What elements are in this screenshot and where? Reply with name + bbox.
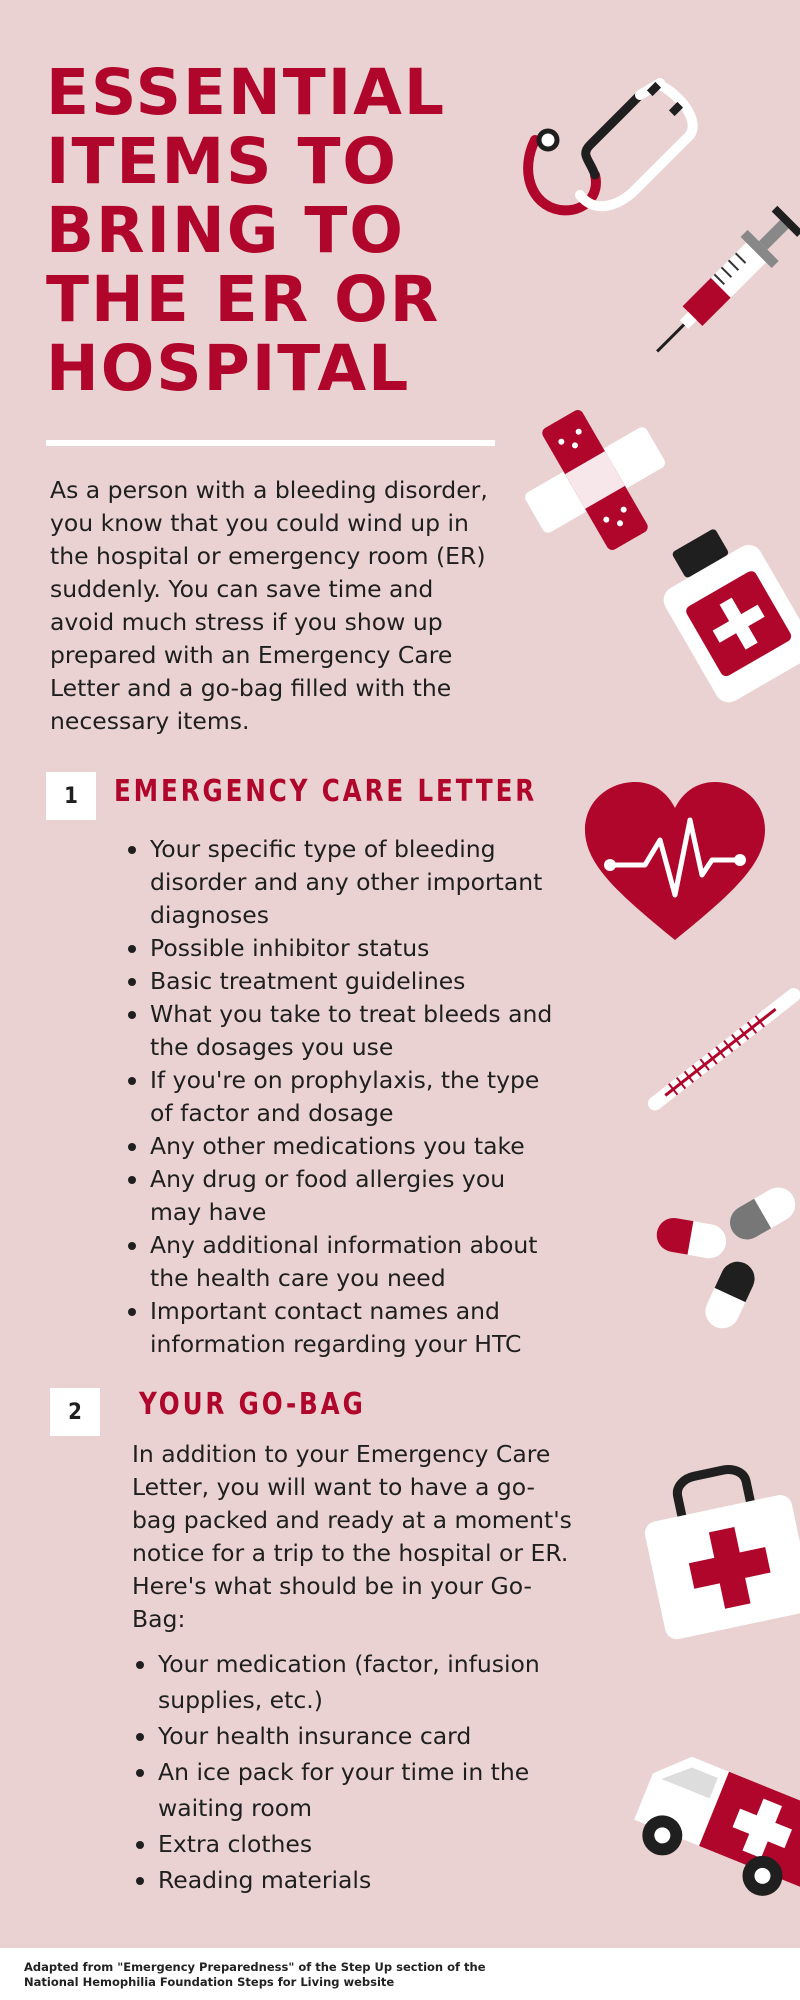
pills-icon (650, 1180, 800, 1340)
footer-credit-line: Adapted from "Emergency Preparedness" of the Step Up section of the (24, 1960, 486, 1974)
section1-number: 1 (46, 772, 96, 820)
footer-credit (24, 1960, 624, 1990)
list-item: Your specific type of bleeding disorder and any other important diagnoses (128, 833, 558, 932)
ambulance-icon (628, 1740, 800, 1910)
thermometer-icon (640, 980, 800, 1120)
list-item: Your medication (factor, infusion supplies, etc.) (136, 1646, 566, 1718)
first-aid-kit-icon (648, 1470, 800, 1640)
title-line: BRING TO (46, 194, 405, 267)
list-item: Possible inhibitor status (128, 932, 558, 965)
list-item: Your health insurance card (136, 1718, 566, 1754)
list-item: Basic treatment guidelines (128, 965, 558, 998)
intro-paragraph: As a person with a bleeding disorder, you know that you could wind up in the hospital or emergency room (ER) suddenly. You can save time and avoid much stress if you show up prepared with an Emergency Care Letter and a go-bag filled with the necessary items. (50, 476, 488, 735)
list-item: Reading materials (136, 1862, 566, 1898)
list-item: What you take to treat bleeds and the dosages you use (128, 998, 558, 1064)
syringe-icon (640, 200, 800, 370)
list-item: Extra clothes (136, 1826, 566, 1862)
list-item: Any additional information about the health care you need (128, 1229, 558, 1295)
section2-number: 2 (50, 1388, 100, 1436)
bandage-icon (520, 405, 670, 555)
list-item: Any drug or food allergies you may have (128, 1163, 558, 1229)
title-line: ESSENTIAL (46, 56, 447, 129)
title-line: THE ER OR (46, 263, 441, 336)
page-title (46, 58, 466, 403)
medicine-bottle-icon (650, 530, 800, 710)
title-divider (46, 440, 495, 446)
section2-list (136, 1646, 566, 1898)
section2-heading: YOUR GO-BAG (139, 1387, 366, 1422)
footer-credit-line: National Hemophilia Foundation Steps for Living website (24, 1975, 395, 1989)
list-item: An ice pack for your time in the waiting room (136, 1754, 566, 1826)
section1-heading: EMERGENCY CARE LETTER (114, 774, 538, 809)
gobag-intro-paragraph: In addition to your Emergency Care Letter, you will want to have a go-bag packed and ready at a moment's notice for a trip to the hospital or ER. Here's what should be in your Go-Bag: (132, 1440, 572, 1633)
title-line: HOSPITAL (46, 332, 411, 405)
list-item: Important contact names and information regarding your HTC (128, 1295, 558, 1361)
list-item: Any other medications you take (128, 1130, 558, 1163)
heart-pulse-icon (580, 780, 770, 945)
title-line: ITEMS TO (46, 125, 398, 198)
section1-list (128, 833, 558, 1361)
footer-bar (0, 1948, 800, 2000)
list-item: If you're on prophylaxis, the type of factor and dosage (128, 1064, 558, 1130)
